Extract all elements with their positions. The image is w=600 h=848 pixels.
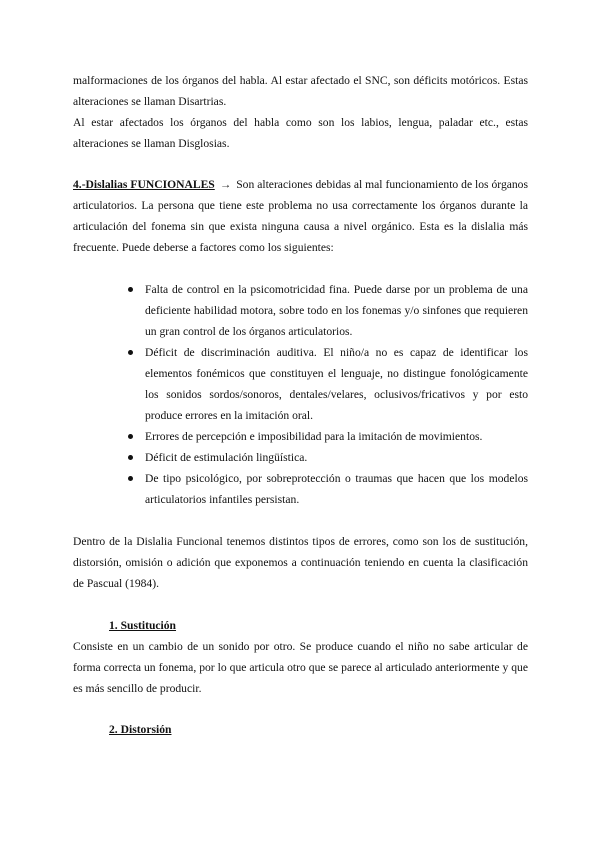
bullet-icon [128, 350, 133, 355]
paragraph-disartrias: malformaciones de los órganos del habla. Al estar afectado el SNC, son déficits motóricos. Estas alteraciones se llaman Disartrias. [73, 74, 528, 108]
bullet-icon [128, 287, 133, 292]
section-heading-sustitucion: 1. Sustitución [109, 619, 177, 632]
paragraph-disglosias: Al estar afectados los órganos del habla como son los labios, lengua, paladar etc., estas alteraciones se llaman Disglosias. [73, 116, 528, 150]
document-body [73, 70, 528, 740]
list-item-text: Falta de control en la psicomotricidad fina. Puede darse por un problema de una deficiente habilidad motora, sobre todo en los fonemas y/o sinfones que requieren un gran control de los órganos articulatorios. [145, 283, 528, 338]
bullet-icon [128, 434, 133, 439]
bullet-icon [128, 476, 133, 481]
list-item [128, 342, 528, 426]
paragraph-errors-intro: Dentro de la Dislalia Funcional tenemos distintos tipos de errores, como son los de sustitución, distorsión, omisión o adición que exponemos a continuación teniendo en cuenta la clasificación de Pascual (1984). [73, 535, 528, 590]
list-item-text: Déficit de estimulación lingüística. [145, 451, 308, 464]
list-item [128, 279, 528, 342]
list-item-text: Déficit de discriminación auditiva. El niño/a no es capaz de identificar los elementos fonémicos que constituyen el lenguaje, no distingue fonológicamente los sonidos sordos/sonoros, dentales/velares, oclusivos/fricativos y por esto produce errores en la imitación oral. [145, 346, 528, 422]
paragraph-sustitucion: Consiste en un cambio de un sonido por otro. Se produce cuando el niño no sabe articular de forma correcta un fonema, por lo que articula otro que se parece al articulado anteriormente y que es más sencillo de producir. [73, 640, 528, 695]
list-item [128, 426, 528, 447]
paragraph-funcionales [73, 174, 528, 258]
list-item-text: Errores de percepción e imposibilidad para la imitación de movimientos. [145, 430, 483, 443]
arrow-right-icon: → [219, 178, 232, 191]
funcionales-text: Son alteraciones debidas al mal funcionamiento de los órganos articulatorios. La persona que tiene este problema no usa correctamente los órganos durante la articulación del fonema sin que exista ninguna causa a nivel orgánico. Esta es la dislalia más frecuente. Puede deberse a factores como los siguientes: [73, 178, 528, 254]
factors-list [73, 279, 528, 510]
list-item [128, 468, 528, 510]
list-item-text: De tipo psicológico, por sobreprotección o traumas que hacen que los modelos articulatorios infantiles persistan. [145, 472, 528, 506]
funcionales-heading: 4.-Dislalias FUNCIONALES [73, 178, 215, 191]
bullet-icon [128, 455, 133, 460]
section-heading-distorsion: 2. Distorsión [109, 723, 172, 736]
list-item [128, 447, 528, 468]
